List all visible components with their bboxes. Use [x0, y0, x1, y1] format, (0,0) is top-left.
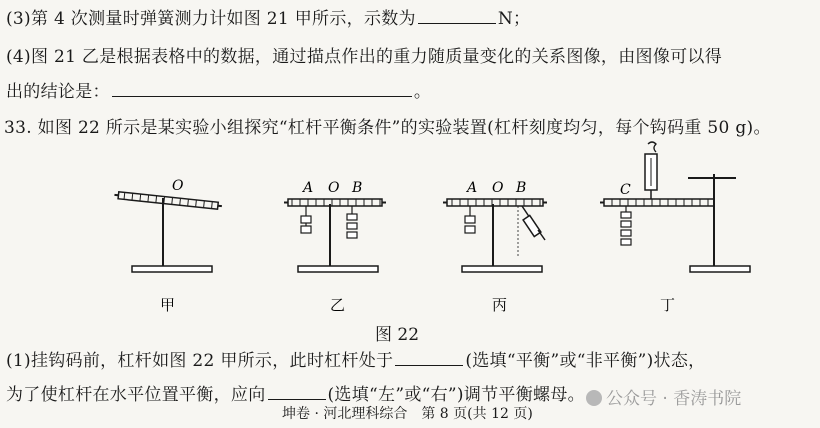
question-3 [6, 4, 530, 29]
sub-question-1-line2 [6, 380, 585, 405]
label-o-bing: O [492, 180, 504, 196]
weights-c-ding [621, 206, 631, 245]
label-b-yi: B [352, 180, 363, 196]
apparatus-jia [114, 178, 222, 314]
q4-answer-blank[interactable] [112, 80, 412, 97]
page-footer: 坤卷 · 河北理科综合 第 8 页(共 12 页) [282, 406, 533, 422]
figure-caption: 图 22 [375, 325, 420, 345]
base-bing [462, 266, 542, 272]
apparatus-ding [600, 142, 750, 314]
base-yi [298, 266, 378, 272]
label-a-yi: A [303, 180, 314, 196]
label-c-ding: C [620, 182, 631, 198]
label-jia: 甲 [160, 296, 176, 314]
label-o-jia: O [172, 178, 184, 194]
watermark [586, 384, 741, 409]
sub1-line2-a: 为了使杠杆在水平位置平衡，应向 [6, 385, 266, 405]
lever-yi [284, 199, 386, 206]
weights-b-yi [347, 206, 357, 238]
sub1-line1-a: (1)挂钩码前，杠杆如图 22 甲所示，此时杠杆处于 [6, 351, 394, 371]
label-yi: 乙 [330, 296, 346, 314]
apparatus-yi [284, 180, 386, 314]
q3-text: (3)第 4 次测量时弹簧测力计如图 21 甲所示，示数为 [6, 9, 416, 29]
figure-22 [0, 138, 820, 318]
q4-line1-text: (4)图 21 乙是根据表格中的数据，通过描点作出的重力随质量变化的关系图像，由图像可以得 [6, 47, 723, 67]
watermark-text: 公众号 · 香涛书院 [606, 389, 742, 409]
label-o-yi: O [328, 180, 340, 196]
question-33 [4, 113, 771, 138]
q3-unit: N； [497, 9, 531, 29]
sub-question-1-line1 [6, 346, 705, 371]
weights-a-bing [465, 206, 475, 233]
apparatus-bing [443, 180, 547, 314]
sub1-line1-b: (选填“平衡”或“非平衡”)状态， [465, 351, 706, 371]
label-a-bing: A [467, 180, 478, 196]
q4-line2-text: 出的结论是： [6, 82, 110, 102]
question-4-line1 [6, 42, 722, 67]
lever-bing [443, 199, 547, 206]
sub1-blank-2[interactable] [268, 383, 326, 400]
sub1-line2-b: (选填“左”或“右”)调节平衡螺母。 [327, 385, 585, 405]
label-bing: 丙 [492, 296, 508, 314]
lever-ding [600, 199, 714, 206]
q4-end: 。 [413, 82, 432, 102]
q3-answer-blank[interactable] [418, 7, 496, 24]
lever-jia [114, 191, 222, 209]
question-4-line2 [6, 77, 431, 102]
wechat-icon [586, 390, 602, 406]
spring-scale-ding [645, 142, 657, 199]
label-ding: 丁 [660, 296, 676, 314]
weights-a-yi [301, 206, 311, 233]
base-ding [690, 266, 750, 272]
label-b-bing: B [516, 180, 527, 196]
base-jia [132, 266, 212, 272]
spring-scale-bing [522, 206, 545, 240]
sub1-blank-1[interactable] [395, 349, 463, 366]
q33-text: 33. 如图 22 所示是某实验小组探究“杠杆平衡条件”的实验装置(杠杆刻度均匀，每个钩码重 50 g)。 [4, 118, 771, 138]
